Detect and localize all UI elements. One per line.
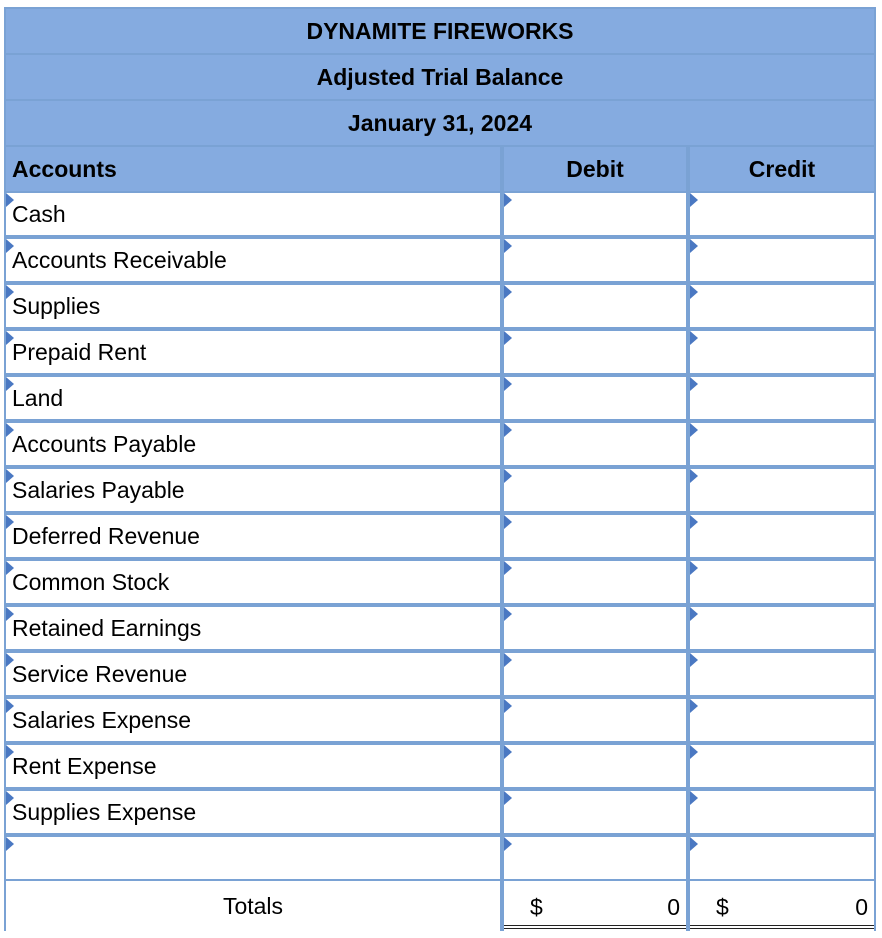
dropdown-indicator-icon <box>690 377 698 391</box>
debit-input[interactable] <box>504 515 686 557</box>
debit-input[interactable] <box>504 837 686 879</box>
dropdown-indicator-icon <box>6 193 14 207</box>
account-select[interactable] <box>6 745 500 787</box>
account-select[interactable] <box>6 239 500 281</box>
credit-input[interactable] <box>690 837 874 879</box>
debit-input[interactable] <box>504 607 686 649</box>
account-name: Land <box>12 384 64 411</box>
debit-input[interactable] <box>504 653 686 695</box>
account-name: Service Revenue <box>12 660 188 687</box>
account-select[interactable] <box>6 515 500 557</box>
debit-column-header: Debit <box>504 147 686 191</box>
account-select[interactable] <box>6 423 500 465</box>
dropdown-indicator-icon <box>6 515 14 529</box>
debit-input[interactable] <box>504 377 686 419</box>
debit-input[interactable] <box>504 331 686 373</box>
account-name: Rent Expense <box>12 752 157 779</box>
debit-input[interactable] <box>504 285 686 327</box>
credit-input[interactable] <box>690 285 874 327</box>
account-select[interactable] <box>6 377 500 419</box>
dropdown-indicator-icon <box>504 745 512 759</box>
credit-input[interactable] <box>690 791 874 833</box>
credit-input[interactable] <box>690 423 874 465</box>
credit-total-value: 0 <box>855 894 868 920</box>
credit-input[interactable] <box>690 515 874 557</box>
dropdown-indicator-icon <box>690 561 698 575</box>
account-name: Accounts Payable <box>12 430 197 457</box>
debit-input[interactable] <box>504 699 686 741</box>
credit-input[interactable] <box>690 377 874 419</box>
debit-total-cell <box>504 881 686 931</box>
debit-total-value: 0 <box>667 894 680 920</box>
credit-input[interactable] <box>690 653 874 695</box>
dropdown-indicator-icon <box>504 653 512 667</box>
account-select[interactable] <box>6 791 500 833</box>
dropdown-indicator-icon <box>6 423 14 437</box>
credit-double-underline <box>690 925 874 929</box>
totals-label: Totals <box>6 881 500 931</box>
dropdown-indicator-icon <box>6 469 14 483</box>
dropdown-indicator-icon <box>504 837 512 851</box>
account-name: Retained Earnings <box>12 614 202 641</box>
credit-input[interactable] <box>690 469 874 511</box>
dropdown-indicator-icon <box>504 331 512 345</box>
dropdown-indicator-icon <box>690 193 698 207</box>
account-select[interactable] <box>6 837 500 879</box>
debit-input[interactable] <box>504 561 686 603</box>
trial-balance-table <box>4 7 876 931</box>
dropdown-indicator-icon <box>6 745 14 759</box>
dropdown-indicator-icon <box>690 239 698 253</box>
credit-total-cell <box>690 881 874 931</box>
debit-input[interactable] <box>504 423 686 465</box>
dropdown-indicator-icon <box>6 607 14 621</box>
account-name: Prepaid Rent <box>12 338 147 365</box>
debit-input[interactable] <box>504 239 686 281</box>
debit-currency-symbol: $ <box>530 894 543 920</box>
dropdown-indicator-icon <box>690 837 698 851</box>
dropdown-indicator-icon <box>690 285 698 299</box>
account-select[interactable] <box>6 561 500 603</box>
dropdown-indicator-icon <box>504 607 512 621</box>
dropdown-indicator-icon <box>504 515 512 529</box>
dropdown-indicator-icon <box>504 699 512 713</box>
debit-input[interactable] <box>504 469 686 511</box>
account-name: Accounts Receivable <box>12 246 227 273</box>
debit-input[interactable] <box>504 193 686 235</box>
dropdown-indicator-icon <box>6 377 14 391</box>
account-name: Supplies Expense <box>12 798 197 825</box>
credit-currency-symbol: $ <box>716 894 729 920</box>
statement-title: Adjusted Trial Balance <box>6 55 874 99</box>
account-select[interactable] <box>6 193 500 235</box>
account-name: Cash <box>12 200 66 227</box>
dropdown-indicator-icon <box>6 285 14 299</box>
account-name: Deferred Revenue <box>12 522 200 549</box>
account-name: Common Stock <box>12 568 170 595</box>
account-name: Salaries Expense <box>12 706 191 733</box>
dropdown-indicator-icon <box>690 653 698 667</box>
debit-input[interactable] <box>504 791 686 833</box>
dropdown-indicator-icon <box>690 331 698 345</box>
account-name: Salaries Payable <box>12 476 185 503</box>
account-select[interactable] <box>6 469 500 511</box>
dropdown-indicator-icon <box>6 331 14 345</box>
dropdown-indicator-icon <box>504 791 512 805</box>
company-name: DYNAMITE FIREWORKS <box>6 9 874 53</box>
account-select[interactable] <box>6 653 500 695</box>
account-select[interactable] <box>6 285 500 327</box>
dropdown-indicator-icon <box>6 561 14 575</box>
dropdown-indicator-icon <box>6 699 14 713</box>
dropdown-indicator-icon <box>690 791 698 805</box>
accounts-column-header: Accounts <box>6 147 500 191</box>
dropdown-indicator-icon <box>690 469 698 483</box>
dropdown-indicator-icon <box>6 791 14 805</box>
dropdown-indicator-icon <box>504 561 512 575</box>
debit-input[interactable] <box>504 745 686 787</box>
dropdown-indicator-icon <box>504 239 512 253</box>
dropdown-indicator-icon <box>504 423 512 437</box>
account-select[interactable] <box>6 607 500 649</box>
dropdown-indicator-icon <box>504 469 512 483</box>
dropdown-indicator-icon <box>6 837 14 851</box>
dropdown-indicator-icon <box>690 423 698 437</box>
dropdown-indicator-icon <box>690 607 698 621</box>
dropdown-indicator-icon <box>6 653 14 667</box>
credit-input[interactable] <box>690 699 874 741</box>
account-select[interactable] <box>6 699 500 741</box>
dropdown-indicator-icon <box>690 515 698 529</box>
account-select[interactable] <box>6 331 500 373</box>
credit-input[interactable] <box>690 331 874 373</box>
statement-date: January 31, 2024 <box>6 101 874 145</box>
credit-input[interactable] <box>690 745 874 787</box>
dropdown-indicator-icon <box>504 377 512 391</box>
dropdown-indicator-icon <box>690 745 698 759</box>
credit-column-header: Credit <box>690 147 874 191</box>
dropdown-indicator-icon <box>504 285 512 299</box>
dropdown-indicator-icon <box>504 193 512 207</box>
credit-input[interactable] <box>690 561 874 603</box>
credit-input[interactable] <box>690 239 874 281</box>
debit-double-underline <box>504 925 686 929</box>
dropdown-indicator-icon <box>6 239 14 253</box>
dropdown-indicator-icon <box>690 699 698 713</box>
credit-input[interactable] <box>690 607 874 649</box>
account-name: Supplies <box>12 292 101 319</box>
credit-input[interactable] <box>690 193 874 235</box>
